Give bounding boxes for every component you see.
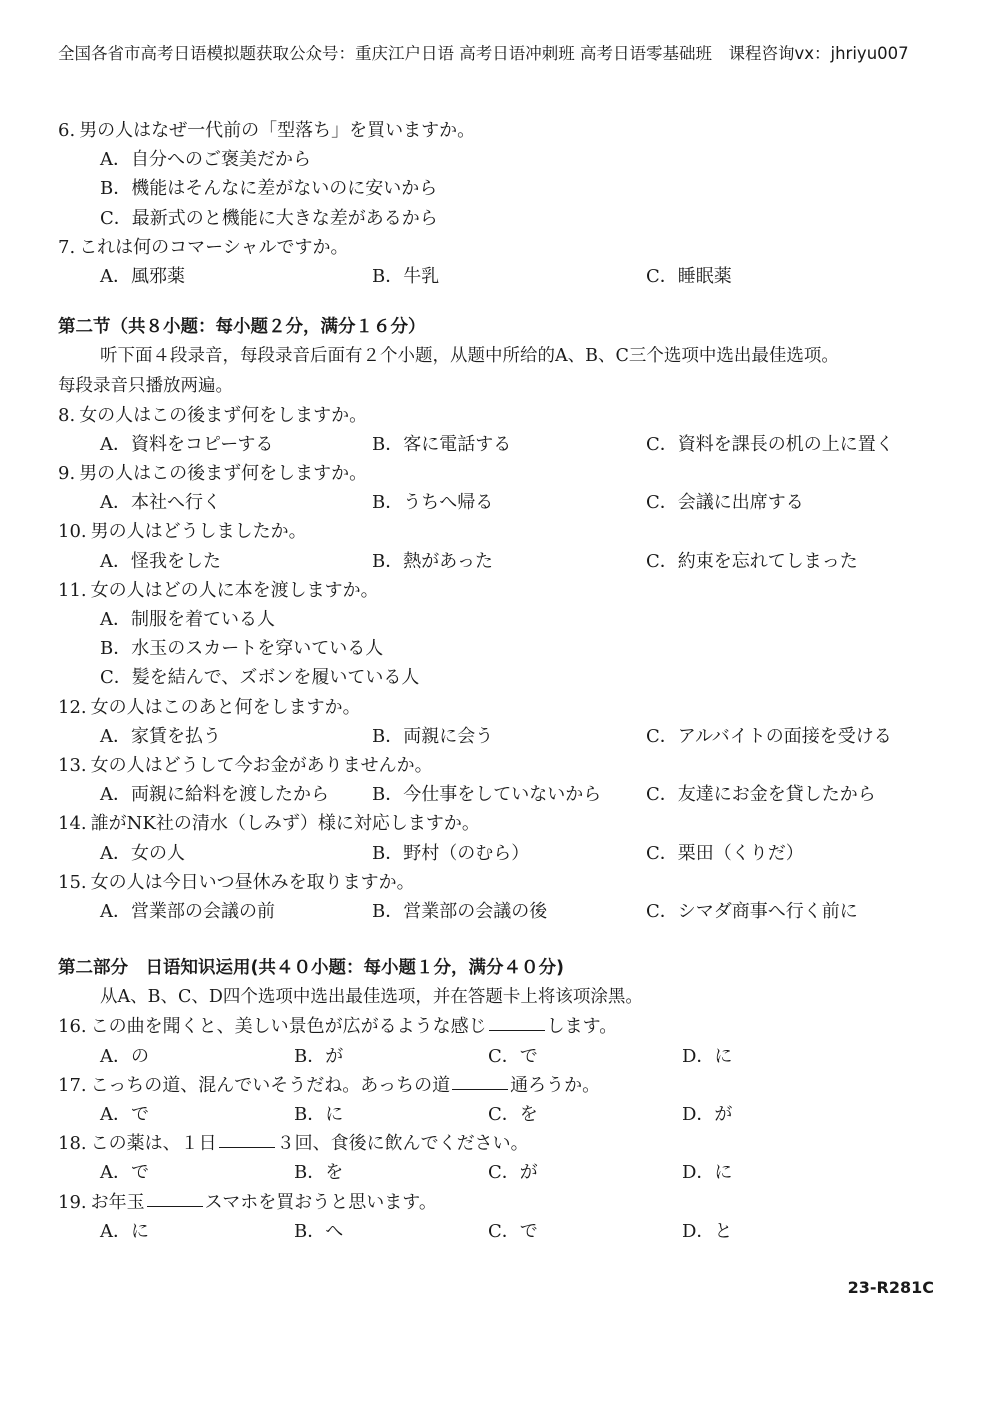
option-row [58, 262, 948, 291]
question-text-after: ３回、食後に飲んでください。 [276, 1133, 529, 1155]
option-row [58, 204, 948, 233]
question-text-before: こっちの道、混んでいそうだね。あっちの道 [90, 1074, 451, 1096]
question-18 [58, 1129, 948, 1158]
question-6 [58, 116, 948, 145]
option-row [58, 1158, 948, 1187]
option-c: C．栗田（くりだ） [646, 842, 804, 864]
option-b: B．機能はそんなに差がないのに安いから [100, 178, 438, 200]
question-10 [58, 517, 948, 546]
question-number: 18. [58, 1133, 87, 1155]
question-text: 男の人はどうしましたか。 [90, 521, 307, 543]
option-c: C．アルバイトの面接を受ける [646, 725, 892, 747]
option-b: B．牛乳 [372, 265, 440, 287]
spacer [58, 291, 948, 313]
option-row [58, 663, 948, 692]
option-b: B．両親に会う [372, 725, 494, 747]
question-7 [58, 233, 948, 262]
question-text-before: お年玉 [90, 1191, 145, 1213]
option-b: B．客に電話する [372, 433, 512, 455]
option-c: C．を [488, 1104, 538, 1125]
answer-blank [452, 1071, 508, 1090]
page-code: 23-R281C [847, 1278, 934, 1297]
option-row [58, 145, 948, 174]
option-b: B．へ [294, 1220, 344, 1242]
option-row [58, 780, 948, 809]
question-text-after: 通ろうか。 [510, 1074, 601, 1096]
option-d: D．が [682, 1104, 733, 1125]
option-c: C．で [488, 1220, 538, 1242]
option-a: A．女の人 [100, 842, 185, 864]
option-b: B．野村（のむら） [372, 842, 530, 864]
option-row [58, 430, 948, 459]
question-text-before: この薬は、１日 [90, 1133, 217, 1155]
question-number: 13. [58, 754, 87, 776]
question-number: 10. [58, 521, 87, 543]
option-a: A．制服を着ている人 [100, 609, 275, 630]
option-a: A．本社へ行く [100, 492, 221, 514]
question-14 [58, 809, 948, 838]
question-8 [58, 401, 948, 430]
option-a: A．の [100, 1045, 149, 1067]
option-d: D．と [682, 1220, 733, 1242]
answer-blank [219, 1129, 275, 1148]
option-d: D．に [682, 1045, 733, 1067]
question-number: 7. [58, 236, 76, 258]
question-text-after: スマホを買おうと思います。 [204, 1191, 437, 1213]
option-b: B．を [294, 1162, 344, 1184]
question-9 [58, 459, 948, 488]
question-11 [58, 576, 948, 605]
option-c: C．が [488, 1162, 538, 1184]
option-b: B．水玉のスカートを穿いている人 [100, 638, 384, 660]
question-text: 女の人はどの人に本を渡しますか。 [90, 579, 379, 601]
option-c: C．資料を課長の机の上に置く [646, 433, 894, 455]
question-text: 男の人はこの後まず何をしますか。 [79, 463, 368, 485]
option-row [58, 488, 948, 517]
option-row [58, 1100, 948, 1129]
question-19 [58, 1188, 948, 1217]
option-row [58, 1217, 948, 1246]
section-title: 第二节（共８小题：每小题２分，满分１６分） [58, 317, 426, 338]
question-number: 8. [58, 404, 76, 426]
section-instruction: 听下面４段录音，每段录音后面有２个小题，从题中所给的A、B、C三个选项中选出最佳选项。 [100, 346, 839, 367]
option-d: D．に [682, 1162, 733, 1184]
part-instruction: 从A、B、C、D四个选项中选出最佳选项，并在答题卡上将该项涂黑。 [100, 987, 643, 1008]
option-c: C．友達にお金を貸したから [646, 784, 876, 806]
question-number: 17. [58, 1074, 87, 1096]
option-c: C．最新式のと機能に大きな差があるから [100, 207, 438, 229]
option-a: A．怪我をした [100, 550, 221, 572]
option-a: A．風邪薬 [100, 265, 185, 287]
answer-blank [489, 1012, 545, 1031]
option-row [58, 897, 948, 926]
question-text-before: この曲を聞くと、美しい景色が広がるような感じ [90, 1016, 487, 1038]
question-text: 女の人はこのあと何をしますか。 [90, 696, 361, 718]
option-c: C．髪を結んで、ズボンを履いている人 [100, 667, 420, 689]
question-number: 9. [58, 463, 76, 485]
option-a: A．で [100, 1104, 149, 1125]
question-number: 15. [58, 871, 87, 893]
option-c: C．会議に出席する [646, 492, 804, 514]
question-15 [58, 868, 948, 897]
option-b: B．熱があった [372, 550, 494, 572]
question-text: 女の人は今日いつ昼休みを取りますか。 [90, 871, 415, 893]
question-text-after: します。 [546, 1016, 618, 1038]
question-16 [58, 1012, 948, 1041]
option-a: A．自分へのご褒美だから [100, 149, 311, 171]
option-row [58, 839, 948, 868]
exam-content [58, 116, 948, 1246]
option-a: A．家賃を払う [100, 725, 221, 747]
option-a: A．に [100, 1220, 149, 1242]
question-number: 6. [58, 120, 76, 141]
question-number: 12. [58, 696, 87, 718]
option-c: C．で [488, 1045, 538, 1067]
part-title: 第二部分 日语知识运用(共４０小题：每小题１分，满分４０分) [58, 958, 564, 979]
option-a: A．で [100, 1162, 149, 1184]
question-12 [58, 693, 948, 722]
option-c: C．睡眠薬 [646, 265, 732, 287]
question-number: 19. [58, 1191, 87, 1213]
question-text: 女の人はどうして今お金がありませんか。 [90, 754, 433, 776]
option-b: B．が [294, 1045, 344, 1067]
question-number: 14. [58, 813, 87, 835]
option-b: B．営業部の会議の後 [372, 900, 548, 922]
section-instruction: 每段录音只播放两遍。 [58, 375, 233, 396]
option-a: A．資料をコピーする [100, 433, 274, 455]
option-a: A．両親に給料を渡したから [100, 784, 329, 806]
option-c: C．シマダ商事へ行く前に [646, 900, 858, 922]
question-number: 11. [58, 579, 87, 601]
option-row [58, 634, 948, 663]
option-b: B．今仕事をしていないから [372, 784, 602, 806]
question-text: 男の人はなぜ一代前の「型落ち」を買いますか。 [79, 120, 476, 141]
option-row [58, 174, 948, 203]
option-row [58, 605, 948, 634]
option-b: B．うちへ帰る [372, 492, 494, 514]
question-text: 女の人はこの後まず何をしますか。 [79, 404, 368, 426]
question-text: 誰がNK社の清水（しみず）様に対応しますか。 [90, 813, 480, 835]
spacer [58, 926, 948, 954]
question-13 [58, 751, 948, 780]
option-row [58, 547, 948, 576]
option-row [58, 1042, 948, 1071]
question-text: これは何のコマーシャルですか。 [79, 236, 349, 258]
option-a: A．営業部の会議の前 [100, 900, 275, 922]
page-header: 全国各省市高考日语模拟题获取公众号：重庆江户日语 高考日语冲刺班 高考日语零基础班 课程咨询vx：jhriyu007 [58, 44, 909, 63]
option-row [58, 722, 948, 751]
option-b: B．に [294, 1104, 344, 1125]
answer-blank [147, 1188, 203, 1207]
question-number: 16. [58, 1016, 87, 1038]
question-17 [58, 1071, 948, 1100]
option-c: C．約束を忘れてしまった [646, 550, 858, 572]
